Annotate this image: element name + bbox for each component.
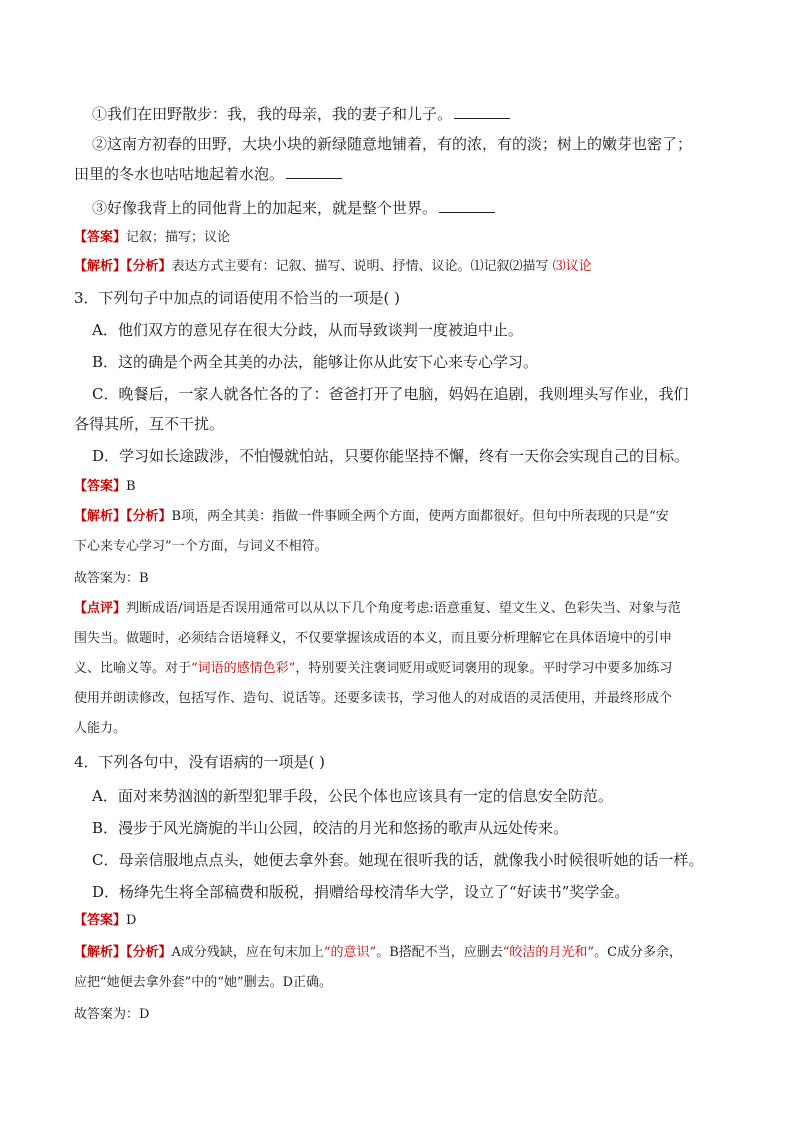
q3-comment-line-1 (74, 600, 681, 618)
q3-answer (74, 478, 136, 496)
q2-answer-text: 记叙；描写；议论 (126, 230, 231, 245)
q2-item-3-text: ③好像我背上的同他背上的加起来，就是整个世界。 (92, 199, 438, 217)
q3-option-b: B．这的确是个两全其美的办法，能够让你从此安下心来专心学习。 (92, 353, 539, 371)
q2-item-2-line-1: ②这南方初春的田野，大块小块的新绿随意地铺着，有的浓，有的淡；树上的嫩芽也密了； (92, 135, 693, 153)
q4-conclusion: 故答案为：D (74, 1007, 150, 1022)
q3-analysis-line-1 (74, 508, 669, 526)
analysis-tag: 【解析】【分析】 (74, 259, 172, 274)
answer-tag: 【答案】 (74, 913, 127, 928)
q3-comment-highlight: “词语的感情色彩” (191, 661, 296, 676)
q2-item-2-text: 田里的冬水也咕咕地起着水泡。 (74, 165, 285, 183)
q4-analysis-text-a: A成分残缺，应在句末加上 (171, 945, 324, 960)
q2-item-1 (92, 104, 510, 124)
q4-analysis-highlight-2: “皎洁的月光和” (502, 945, 595, 960)
q4-analysis-text-c: 。B搭配不当，应删去 (376, 945, 503, 960)
q3-comment-line-4: 使用并朗读修改，包括写作、造句、说话等。还要多读书，学习他人的对成语的灵活使用，并最终形成个 (74, 691, 673, 706)
analysis-tag: 【解析】【分析】 (74, 509, 172, 524)
q4-option-c: C．母亲信服地点点头，她便去拿外套。她现在很听我的话，就像我小时候很听她的话一样。 (92, 851, 704, 869)
q2-analysis-highlight: ⑶议论 (552, 259, 592, 274)
q3-stem: 3．下列句子中加点的词语使用不恰当的一项是( ) (74, 289, 401, 307)
q3-comment-text-a: 义、比喻义等。对于 (74, 661, 192, 676)
q4-analysis-highlight-1: “的意识” (323, 945, 377, 960)
q3-comment-text-c: ，特别要关注褒词贬用或贬词褒用的现象。平时学习中要多加练习 (295, 661, 673, 676)
q3-analysis-text: B项，两全其美：指做一件事顾全两个方面，使两方面都很好。但句中所表现的只是“安 (171, 509, 669, 524)
q3-comment-text: 判断成语/词语是否误用通常可以从以下几个角度考虑:语意重复、望文生义、色彩失当、对象与范 (126, 601, 681, 616)
q3-comment-line-5: 人能力。 (74, 721, 127, 736)
q2-analysis-text: 表达方式主要有：记叙、描写、说明、抒情、议论。⑴记叙⑵描写 (171, 259, 549, 274)
q3-conclusion: 故答案为：B (74, 571, 149, 586)
q4-answer-text: D (126, 913, 137, 928)
q2-answer (74, 229, 230, 247)
q4-analysis-line-2: 应把“她便去拿外套”中的“她”删去。D正确。 (74, 975, 333, 990)
q4-answer (74, 912, 136, 930)
q3-comment-line-2: 围失当。做题时，必须结合语境释义，不仅要掌握该成语的本义，而且要分析理解它在具体语境中的引申 (74, 631, 673, 646)
analysis-tag: 【解析】【分析】 (74, 945, 172, 960)
q2-item-1-blank[interactable] (454, 104, 510, 119)
q4-option-b: B．漫步于风光旖旎的半山公园，皎洁的月光和悠扬的歌声从远处传来。 (92, 819, 569, 837)
q4-option-a: A．面对来势汹汹的新型犯罪手段，公民个体也应该具有一定的信息安全防范。 (92, 787, 613, 805)
q2-analysis (74, 258, 592, 276)
q3-comment-line-3 (74, 660, 672, 678)
q2-item-1-text: ①我们在田野散步：我，我的母亲，我的妻子和儿子。 (92, 105, 453, 123)
answer-tag: 【答案】 (74, 230, 127, 245)
answer-tag: 【答案】 (74, 479, 127, 494)
q2-item-2-line-2 (74, 164, 342, 184)
q3-answer-text: B (126, 479, 136, 494)
q3-option-c-line-2: 各得其所，互不干扰。 (74, 415, 225, 433)
q2-item-2-blank[interactable] (286, 164, 342, 179)
q3-option-a: A．他们双方的意见存在很大分歧，从而导致谈判一度被迫中止。 (92, 321, 523, 339)
q4-stem: 4．下列各句中，没有语病的一项是( ) (74, 753, 326, 771)
q4-option-d: D．杨绛先生将全部稿费和版税，捐赠给母校清华大学，设立了“好读书”奖学金。 (92, 883, 630, 901)
q2-item-3-blank[interactable] (439, 198, 495, 213)
q4-analysis-line-1 (74, 944, 682, 962)
q2-item-3 (92, 198, 495, 218)
comment-tag: 【点评】 (74, 601, 127, 616)
q3-analysis-line-2: 下心来专心学习”一个方面，与词义不相符。 (74, 539, 328, 554)
q3-option-c-line-1: C．晚餐后，一家人就各忙各的了：爸爸打开了电脑，妈妈在追剧，我则埋头写作业，我们 (92, 385, 689, 403)
q4-analysis-text-e: 。C成分多余， (594, 945, 683, 960)
q3-option-d: D．学习如长途跋涉，不怕慢就怕站，只要你能坚持不懈，终有一天你会实现自己的目标。 (92, 447, 690, 465)
